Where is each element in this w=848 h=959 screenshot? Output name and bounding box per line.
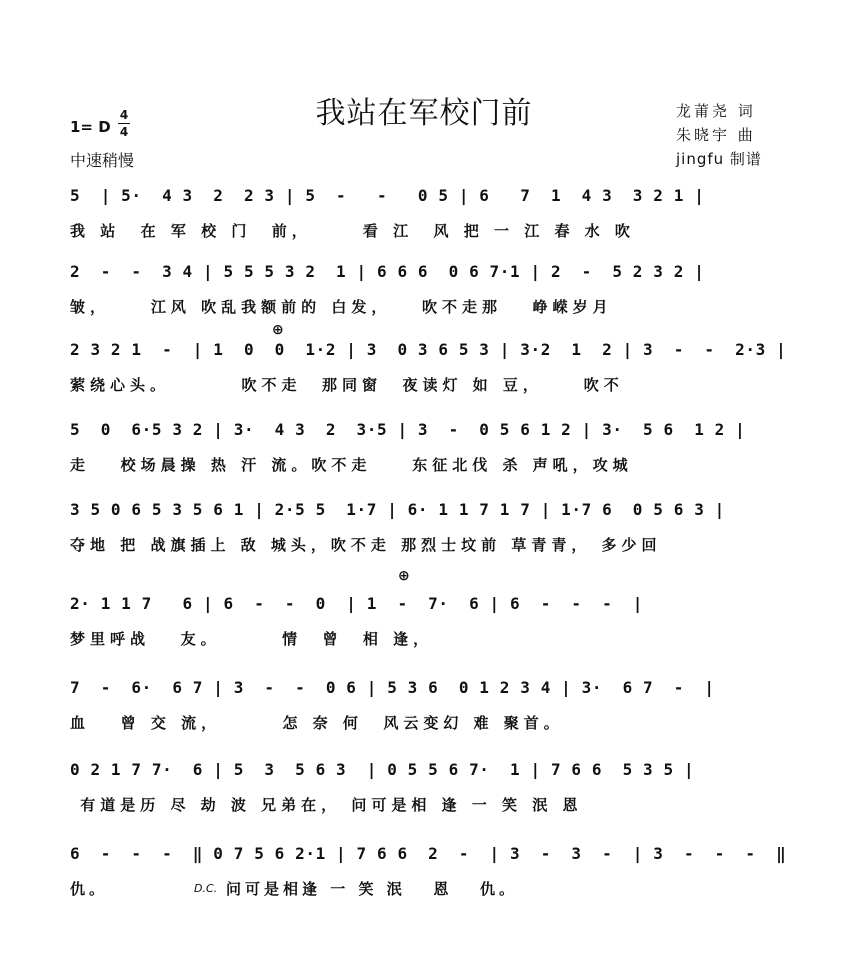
notation-line: 5 | 5· 4 3 2 2 3 | 5 - - 0 5 | 6 7 1 4 3 3 2 1 | — [70, 186, 705, 205]
notation-line: 2 3 2 1 - | 1 0 0 1·2 | 3 0 3 6 5 3 | 3·2 1 2 | 3 - - 2·3 | — [70, 340, 787, 359]
key-signature: 1= D — [70, 118, 111, 136]
lyric-line: 有道是历 尽 劫 波 兄弟在， 问可是相 逢 一 笑 泯 恩 — [70, 796, 583, 814]
notation-line: 2· 1 1 7 6 | 6 - - 0 | 1 - 7· 6 | 6 - - - | — [70, 594, 644, 613]
transcriber-credit: jingfu 制谱 — [676, 150, 762, 168]
lyric-segment-repeat: 问可是相逢 一 笑 泯 恩 仇。 — [226, 880, 519, 898]
lyric-line: 走 校场晨操 热 汗 流。吹不走 东征北伐 杀 声吼，攻城 — [70, 456, 633, 474]
lyric-line: 血 曾 交 流， 怎 奈 何 风云变幻 难 聚首。 — [70, 714, 564, 732]
lyric-line: 夺地 把 战旗插上 敌 城头，吹不走 那烈士坟前 草青青， 多少回 — [70, 536, 662, 554]
notation-line: 3 5 0 6 5 3 5 6 1 | 2·5 5 1·7 | 6· 1 1 7 1 7 | 1·7 6 0 5 6 3 | — [70, 500, 725, 519]
lyric-line: 皱， 江风 吹乱我额前的 白发， 吹不走那 峥嵘岁月 — [70, 298, 613, 316]
notation-line: 7 - 6· 6 7 | 3 - - 0 6 | 5 3 6 0 1 2 3 4 | 3· 6 7 - | — [70, 678, 715, 697]
da-capo-marking: D.C. — [194, 882, 218, 895]
notation-line: 2 - - 3 4 | 5 5 5 3 2 1 | 6 6 6 0 6 7·1 | 2 - 5 2 3 2 | — [70, 262, 705, 281]
notation-line: 6 - - - ‖ 0 7 5 6 2·1 | 7 6 6 2 - | 3 - 3 - | 3 - - - ‖ — [70, 844, 787, 863]
lyric-line: 梦里呼战 友。 情 曾 相 逢， — [70, 630, 434, 648]
lyric-line: 我 站 在 军 校 门 前， 看 江 风 把 一 江 春 水 吹 — [70, 222, 635, 240]
lyric-segment-end: 仇。 — [70, 880, 109, 898]
meter-top: 4 — [119, 108, 129, 122]
lyric-line: 萦绕心头。 吹不走 那同窗 夜读灯 如 豆， 吹不 — [70, 376, 624, 394]
time-signature — [118, 108, 130, 139]
composer-credit: 朱晓宇 曲 — [676, 126, 756, 144]
notation-line: 5 0 6·5 3 2 | 3· 4 3 2 3·5 | 3 - 0 5 6 1 2 | 3· 5 6 1 2 | — [70, 420, 746, 439]
coda-sign-icon: ⊕ — [272, 322, 284, 338]
meter-divider — [118, 123, 130, 124]
coda-sign-icon: ⊕ — [398, 568, 410, 584]
lyricist-credit: 龙莆尧 词 — [676, 102, 756, 120]
song-title: 我站在军校门前 — [315, 96, 533, 131]
notation-line: 0 2 1 7 7· 6 | 5 3 5 6 3 | 0 5 5 6 7· 1 | 7 6 6 5 3 5 | — [70, 760, 695, 779]
tempo-marking: 中速稍慢 — [70, 151, 135, 170]
meter-bottom: 4 — [119, 125, 129, 139]
